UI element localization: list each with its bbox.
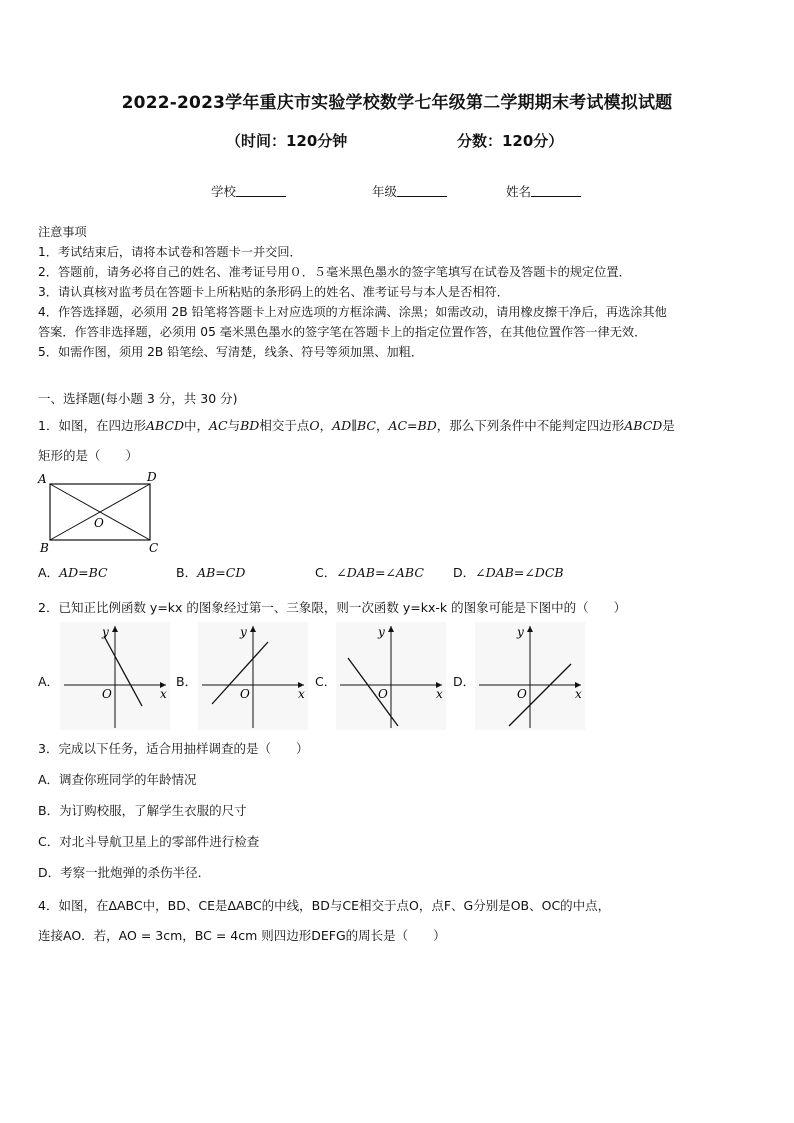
q2-graph-d <box>475 622 585 730</box>
q1-text: 与 <box>227 418 241 433</box>
q4-stem-line1: 4．如图，在ΔABC中，BD、CE是ΔABC的中线，BD与CE相交于点O，点F、G分别是OB、OC的中点， <box>38 898 611 913</box>
q3-option-a: A．调查你班同学的年龄情况 <box>38 772 197 787</box>
q2-option-c-label: C． <box>315 674 337 689</box>
exam-score: 分数：120分） <box>457 132 564 150</box>
q2-option-b-label: B． <box>176 674 198 689</box>
school-blank <box>236 184 286 197</box>
option-expr: ∠DAB=∠DCB <box>475 565 564 580</box>
x-label: x <box>436 687 443 701</box>
y-axis-arrow <box>112 626 118 632</box>
q1-text: 中， <box>184 418 210 433</box>
q1-sym: AC=BD <box>388 418 437 433</box>
origin-label: O <box>240 687 250 701</box>
option-letter: D． <box>453 565 476 580</box>
vertex-c-label: C <box>149 541 159 555</box>
grade-blank <box>397 184 447 197</box>
option-expr: AD=BC <box>59 565 108 580</box>
section-heading: 一、选择题(每小题 3 分，共 30 分) <box>38 391 238 406</box>
origin-label: O <box>517 687 527 701</box>
q1-sym: O <box>309 418 320 433</box>
q1-text: ，那么下列条件中不能判定四边形 <box>436 418 625 433</box>
q4-stem-line2: 连接AO．若，AO = 3cm，BC = 4cm 则四边形DEFG的周长是（ ） <box>38 928 446 943</box>
q1-sym: BD <box>240 418 260 433</box>
option-expr: AB=CD <box>197 565 246 580</box>
notice-item: 5．如需作图，须用 2B 铅笔绘、写清楚，线条、符号等须加黑、加粗． <box>38 345 424 359</box>
q1-sym: ABCD <box>145 418 184 433</box>
origin-label: O <box>378 687 388 701</box>
vertex-d-label: D <box>147 470 157 484</box>
name-field <box>506 182 581 200</box>
q1-sym: AD∥BC <box>332 418 376 433</box>
q3-option-c: C．对北斗导航卫星上的零部件进行检查 <box>38 834 260 849</box>
q2-stem: 2．已知正比例函数 y=kx 的图象经过第一、三象限，则一次函数 y=kx-k 的图象可能是下图中的（ ） <box>38 600 627 615</box>
notice-item: 2．答题前，请务必将自己的姓名、准考证号用０．５毫米黑色墨水的签字笔填写在试卷及答题卡的规定位置． <box>38 265 631 279</box>
q1-option-d <box>453 563 564 581</box>
q3-option-d: D．考察一批炮弹的杀伤半径． <box>38 865 211 880</box>
q3-stem: 3．完成以下任务，适合用抽样调查的是（ ） <box>38 741 309 756</box>
notice-block <box>38 222 667 362</box>
q1-sym: ABCD <box>624 418 663 433</box>
q1-rectangle-figure <box>34 470 164 556</box>
notice-item: 1．考试结束后，请将本试卷和答题卡一并交回． <box>38 245 302 259</box>
y-axis-arrow <box>250 626 256 632</box>
school-field <box>211 182 286 200</box>
name-label: 姓名 <box>506 184 532 199</box>
grade-field <box>372 182 447 200</box>
y-axis-arrow <box>388 626 394 632</box>
origin-label: O <box>102 687 112 701</box>
notice-item: 3．请认真核对监考员在答题卡上所粘贴的条形码上的姓名、准考证号与本人是否相符． <box>38 285 509 299</box>
option-letter: A． <box>38 565 60 580</box>
notice-item: 4．作答选择题，必须用 2B 铅笔将答题卡上对应选项的方框涂满、涂黑；如需改动，请用橡皮擦干净后，再选涂其他 <box>38 305 667 319</box>
q2-graph-c <box>336 622 446 730</box>
q1-sym: AC <box>209 418 228 433</box>
vertex-b-label: B <box>40 541 49 555</box>
q2-graph-a <box>60 622 170 730</box>
option-letter: C． <box>315 565 337 580</box>
option-letter: B． <box>176 565 198 580</box>
name-blank <box>531 184 581 197</box>
y-label: y <box>517 625 524 639</box>
q2-graph-b <box>198 622 308 730</box>
q2-option-d-label: D． <box>453 674 476 689</box>
center-o-label: O <box>94 516 104 530</box>
q1-text: ， <box>319 418 333 433</box>
grade-label: 年级 <box>372 184 398 199</box>
q1-option-b <box>176 563 245 581</box>
q1-text: 1．如图，在四边形 <box>38 418 146 433</box>
notice-heading: 注意事项 <box>38 225 87 239</box>
q1-option-a <box>38 563 108 581</box>
x-label: x <box>298 687 305 701</box>
y-label: y <box>102 625 109 639</box>
option-expr: ∠DAB=∠ABC <box>336 565 424 580</box>
x-label: x <box>575 687 582 701</box>
exam-title: 2022-2023学年重庆市实验学校数学七年级第二学期期末考试模拟试题 <box>121 93 673 113</box>
q1-text: 是 <box>662 418 675 433</box>
q1-stem <box>38 416 675 434</box>
y-axis-arrow <box>527 626 533 632</box>
y-label: y <box>378 625 385 639</box>
q3-option-b: B．为订购校服，了解学生衣服的尺寸 <box>38 803 247 818</box>
q1-text: ， <box>375 418 389 433</box>
q1-text: 相交于点 <box>259 418 310 433</box>
notice-item: 答案．作答非选择题，必须用 05 毫米黑色墨水的签字笔在答题卡上的指定位置作答，在其他位置作答一律无效． <box>38 325 647 339</box>
q1-stem-line2: 矩形的是（ ） <box>38 448 139 463</box>
school-label: 学校 <box>211 184 237 199</box>
q1-option-c <box>315 563 424 581</box>
exam-time: （时间：120分钟 <box>226 132 348 150</box>
vertex-a-label: A <box>38 472 47 486</box>
q2-option-a-label: A． <box>38 674 60 689</box>
y-label: y <box>240 625 247 639</box>
x-label: x <box>160 687 167 701</box>
